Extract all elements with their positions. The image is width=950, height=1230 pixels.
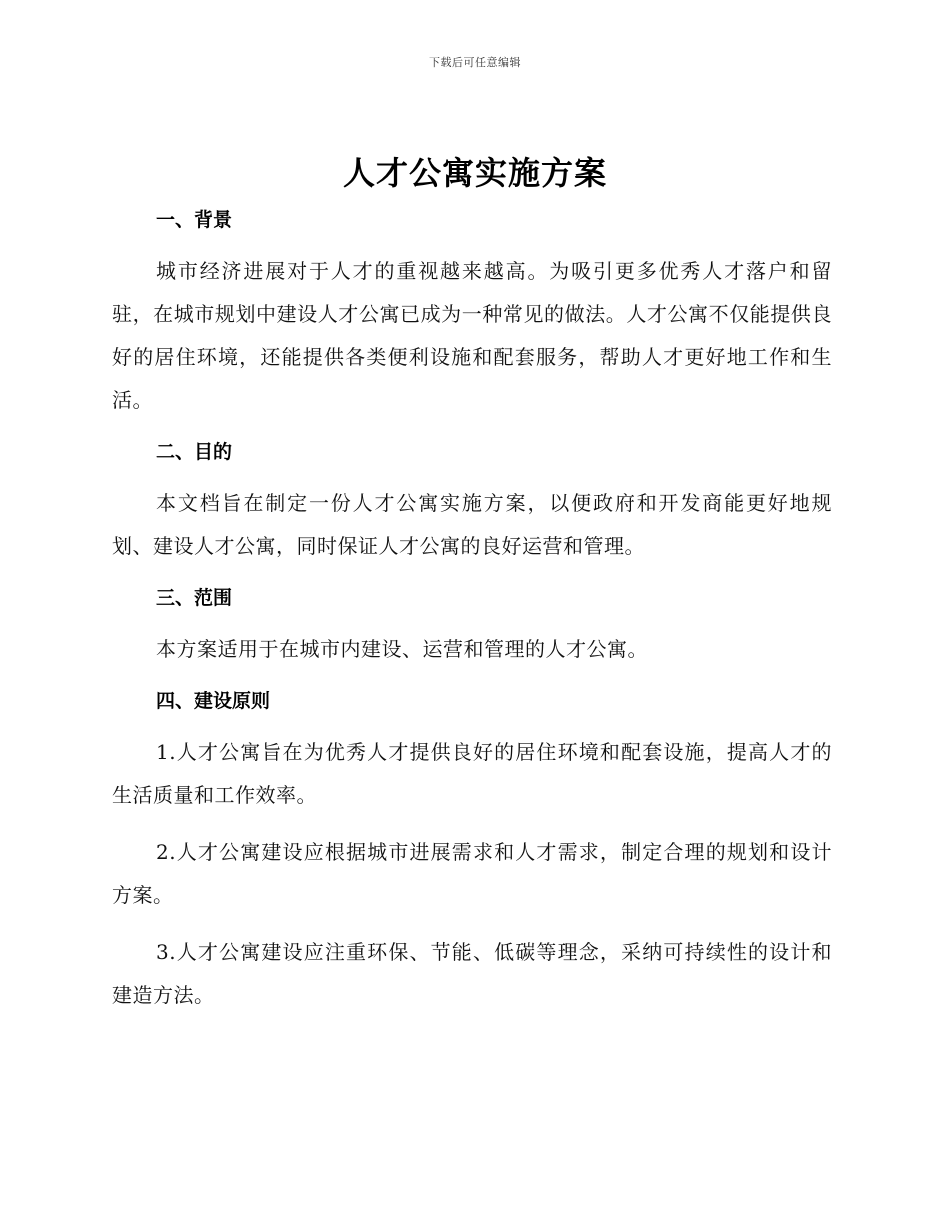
section-heading-purpose: 二、目的 (156, 441, 233, 463)
principle-item: 1.人才公寓旨在为优秀人才提供良好的居住环境和配套设施，提高人才的生活质量和工作效率。 (112, 740, 832, 807)
document-title: 人才公寓实施方案 (342, 154, 607, 192)
header-note: 下载后可任意编辑 (429, 56, 521, 69)
principle-item: 2.人才公寓建设应根据城市进展需求和人才需求，制定合理的规划和设计方案。 (112, 840, 832, 907)
section-heading-scope: 三、范围 (156, 587, 233, 609)
section-text-scope: 本方案适用于在城市内建设、运营和管理的人才公寓。 (156, 637, 648, 661)
section-heading-principles: 四、建设原则 (156, 690, 271, 712)
principle-item: 3.人才公寓建设应注重环保、节能、低碳等理念，采纳可持续性的设计和建造方法。 (112, 940, 832, 1007)
section-text-background: 城市经济进展对于人才的重视越来越高。为吸引更多优秀人才落户和留驻，在城市规划中建设人才公寓已成为一种常见的做法。人才公寓不仅能提供良好的居住环境，还能提供各类便利设施和配套服务，帮助人才更好地工作和生活。 (112, 259, 832, 412)
section-heading-background: 一、背景 (156, 209, 233, 231)
section-text-purpose: 本文档旨在制定一份人才公寓实施方案，以便政府和开发商能更好地规划、建设人才公寓，同时保证人才公寓的良好运营和管理。 (112, 491, 832, 558)
document-body (112, 204, 832, 1017)
